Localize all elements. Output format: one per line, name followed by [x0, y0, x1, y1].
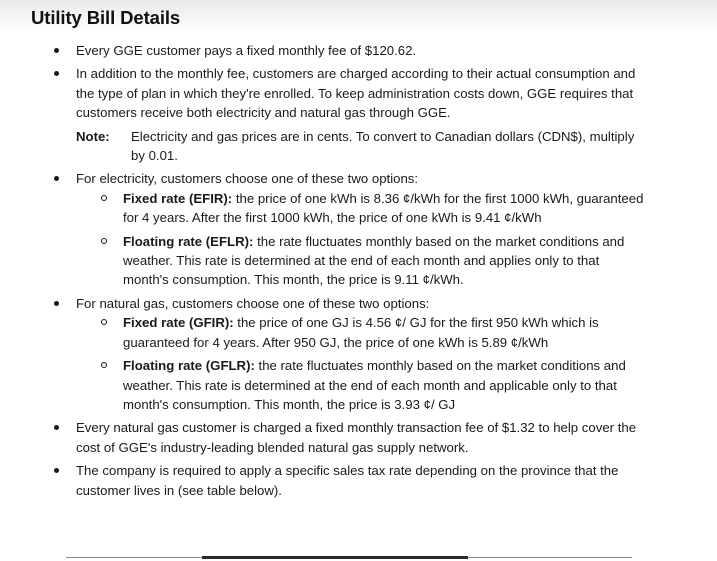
list-item-electricity [0, 169, 717, 289]
list-item-consumption [0, 64, 717, 165]
note-label: Note: [76, 128, 110, 144]
eflr-text: the rate fluctuates monthly based on the market conditions and weather. This rate is determined at the end of each month and applies only to that month's consumption. This month, the price is 9.11 ¢/kWh. [123, 233, 625, 288]
bullet-icon [54, 48, 59, 53]
circle-bullet-icon [101, 195, 107, 201]
transaction-fee-text: Every natural gas customer is charged a fixed monthly transaction fee of $1.32 to help cover the cost of GGE's industry-leading blended natural gas supply network. [76, 420, 637, 455]
option-gflr [76, 356, 647, 414]
table-header-edge [202, 556, 468, 559]
list-item-sales-tax [0, 461, 717, 500]
electricity-intro: For electricity, customers choose one of these two options: [76, 171, 419, 187]
gflr-text: the rate fluctuates monthly based on the market conditions and weather. This rate is determined at the end of each month and applicable only to that month's consumption. This month, the price is 3.93 ¢/ GJ [123, 358, 626, 412]
monthly-fee-text: Every GGE customer pays a fixed monthly fee of $120.62. [76, 43, 417, 58]
bullet-icon [54, 176, 59, 181]
gas-intro: For natural gas, customers choose one of these two options: [76, 295, 430, 311]
bullet-icon [54, 425, 59, 430]
electricity-options [76, 189, 647, 290]
list-item-monthly-fee [0, 41, 717, 60]
gfir-label: Fixed rate (GFIR): [123, 315, 234, 331]
bullet-icon [54, 301, 59, 306]
circle-bullet-icon [101, 319, 107, 325]
bullet-list [0, 41, 717, 500]
bullet-icon [54, 71, 59, 76]
bullet-icon [54, 468, 59, 473]
list-item-transaction-fee [0, 418, 717, 457]
note-block [76, 127, 647, 166]
efir-text: the price of one kWh is 8.36 ¢/kWh for the first 1000 kWh, guaranteed for 4 years. After the first 1000 kWh, the price of one kWh is 9.41 ¢/kWh [123, 190, 644, 226]
option-eflr [76, 232, 647, 290]
eflr-label: Floating rate (EFLR): [123, 233, 254, 249]
list-item-natural-gas [0, 294, 717, 414]
gflr-label: Floating rate (GFLR): [123, 358, 255, 374]
option-efir [76, 189, 647, 228]
circle-bullet-icon [101, 238, 107, 244]
efir-label: Fixed rate (EFIR): [123, 190, 233, 206]
bill-details-content [0, 41, 717, 504]
option-gfir [76, 313, 647, 352]
gas-options [76, 313, 647, 414]
note-text: Electricity and gas prices are in cents. To convert to Canadian dollars (CDN$), multiply by 0.01. [131, 128, 635, 164]
page-title: Utility Bill Details [31, 7, 181, 28]
sales-tax-text: The company is required to apply a specific sales tax rate depending on the province that the customer lives in (see table below). [76, 463, 619, 498]
consumption-text: In addition to the monthly fee, customers are charged according to their actual consumption and the type of plan in which they're enrolled. To keep administration costs down, GGE requires that customers receive both electricity and natural gas through GGE. [76, 66, 636, 121]
gfir-text: the price of one GJ is 4.56 ¢/ GJ for the first 950 kWh which is guaranteed for 4 years. After 950 GJ, the price of one kWh is 5.89 ¢/kWh [123, 315, 599, 350]
circle-bullet-icon [101, 362, 107, 368]
